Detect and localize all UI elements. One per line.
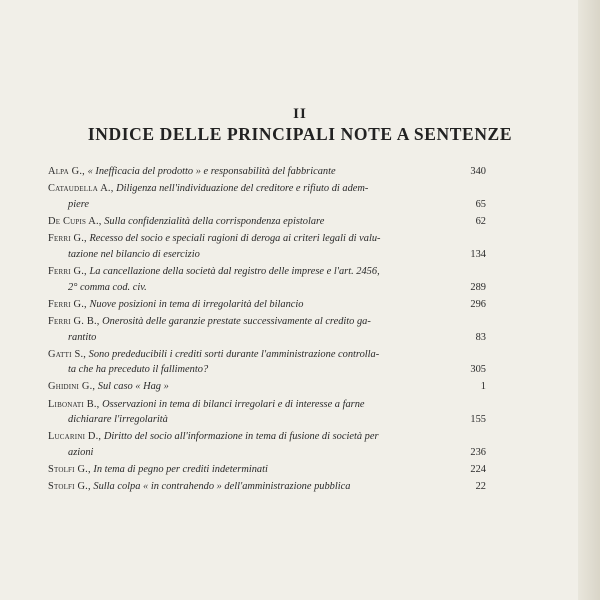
- entry-author: Libonati B.,: [48, 398, 100, 410]
- entry-title: La cancellazione della società dal registro delle imprese e l'art. 2456,: [89, 265, 380, 277]
- entry-author: Ferri G.,: [48, 265, 87, 277]
- index-entry: [48, 214, 486, 230]
- entry-page: 83: [475, 331, 486, 343]
- entry-title-continued: piere: [68, 198, 89, 210]
- index-entry: [48, 181, 486, 212]
- index-entry: [48, 347, 486, 378]
- entry-page: 22: [475, 481, 486, 493]
- index-entry: [48, 479, 486, 495]
- entry-author: Lucarini D.,: [48, 431, 102, 443]
- entry-author: Alpa G.,: [48, 166, 85, 177]
- section-numeral: II: [293, 106, 307, 122]
- entry-author: De Cupis A.,: [48, 215, 102, 227]
- entry-page: 134: [470, 248, 486, 260]
- entry-title-continued: rantito: [68, 331, 97, 343]
- index-entry: [48, 397, 486, 428]
- index-entry: [48, 231, 486, 262]
- entry-author: Ferri G.,: [48, 233, 87, 245]
- entry-title: « Inefficacia del prodotto » e responsabilità del fabbricante: [87, 166, 336, 177]
- entry-page: 65: [475, 198, 486, 210]
- entry-page: 224: [470, 464, 486, 476]
- entry-title: Sul caso « Hag »: [97, 381, 169, 393]
- entry-author: Ferri G. B.,: [48, 315, 100, 327]
- entry-title: Osservazioni in tema di bilanci irregolari e di interesse a farne: [102, 398, 365, 410]
- entry-page: 340: [470, 166, 486, 177]
- page-spine-shadow: [578, 0, 600, 600]
- entry-title: Sulla confidenzialità della corrispondenza epistolare: [104, 215, 325, 227]
- entry-title-continued: tazione nel bilancio di esercizio: [68, 248, 200, 260]
- entry-author: Gatti S.,: [48, 348, 87, 360]
- entry-author: Stolfi G.,: [48, 464, 91, 476]
- entry-page: 305: [470, 364, 486, 376]
- entry-title-continued: 2° comma cod. civ.: [68, 281, 147, 293]
- index-list: [48, 164, 486, 495]
- entry-title: Diritto del socio all'informazione in tema di fusione di società per: [103, 431, 379, 443]
- entry-title-continued: ta che ha preceduto il fallimento?: [68, 364, 209, 376]
- entry-page: 236: [470, 447, 486, 459]
- section-title: INDICE DELLE PRINCIPALI NOTE A SENTENZE: [87, 124, 513, 144]
- entry-title: Nuove posizioni in tema di irregolarità del bilancio: [89, 298, 304, 310]
- entry-page: 1: [480, 381, 486, 393]
- entry-author: Ghidini G.,: [48, 381, 96, 393]
- entry-author: Stolfi G.,: [48, 481, 91, 493]
- entry-title: Sulla colpa « in contrahendo » dell'amministrazione pubblica: [93, 481, 351, 493]
- entry-page: 155: [470, 414, 486, 426]
- entry-page: 289: [470, 281, 486, 293]
- index-entry: [48, 164, 486, 180]
- entry-title: Recesso del socio e speciali ragioni di deroga ai criteri legali di valu-: [89, 233, 381, 245]
- entry-title: Diligenza nell'individuazione del creditore e rifiuto di adem-: [116, 183, 369, 195]
- entry-title-continued: dichiarare l'irregolarità: [68, 414, 168, 426]
- entry-title: Sono prededucibili i crediti sorti durante l'amministrazione controlla-: [88, 348, 380, 360]
- entry-page: 296: [470, 298, 486, 310]
- index-entry: [48, 314, 486, 345]
- index-entry: [48, 429, 486, 460]
- entry-title: In tema di pegno per crediti indeterminati: [93, 464, 268, 476]
- entry-page: 62: [475, 215, 486, 227]
- entry-title-continued: azioni: [68, 447, 94, 459]
- index-entry: [48, 297, 486, 313]
- index-entry: [48, 379, 486, 395]
- entry-author: Ferri G.,: [48, 298, 87, 310]
- entry-author: Cataudella A.,: [48, 183, 114, 195]
- index-entry: [48, 264, 486, 295]
- entry-title: Onerosità delle garanzie prestate successivamente al credito ga-: [102, 315, 371, 327]
- index-entry: [48, 462, 486, 478]
